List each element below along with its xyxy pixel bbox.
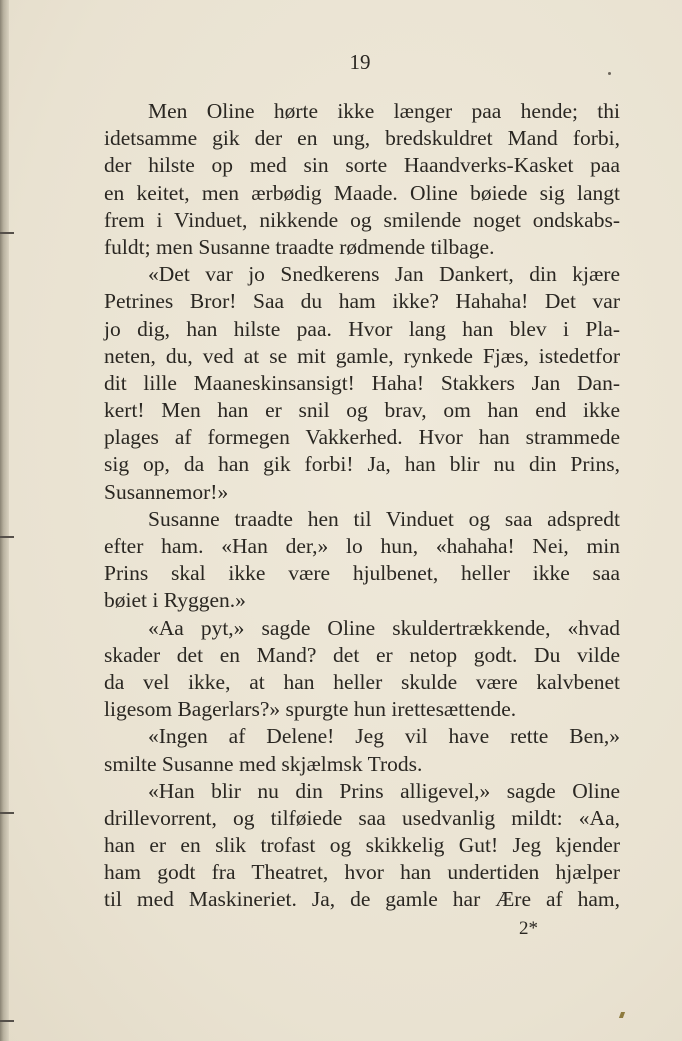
text-line: Prins skal ikke være hjulbenet, heller ikke saa: [104, 561, 620, 586]
text-line: jo dig, han hilste paa. Hvor lang han blev i Pla-: [104, 316, 620, 341]
signature-mark: 2*: [519, 918, 538, 939]
text-line: skader det en Mand? det er netop godt. Du vilde: [104, 642, 620, 667]
text-line: plages af formegen Vakkerhed. Hvor han strammede: [104, 425, 620, 450]
text-line: drillevorrent, og tilføiede saa usedvanlig mildt: «Aa,: [104, 805, 620, 830]
binding-edge: [0, 0, 9, 1041]
body-text: [104, 98, 620, 914]
text-line: «Det var jo Snedkerens Jan Dankert, din kjære: [148, 262, 620, 287]
text-line: han er en slik trofast og skikkelig Gut! Jeg kjender: [104, 833, 620, 858]
text-line: «Ingen af Delene! Jeg vil have rette Ben,»: [148, 724, 620, 749]
edge-mark: [0, 232, 14, 234]
text-line: en keitet, men ærbødig Maade. Oline bøiede sig langt: [104, 180, 620, 205]
text-line: idetsamme gik der en ung, bredskuldret Mand forbi,: [104, 126, 620, 151]
text-line: Susanne traadte hen til Vinduet og saa adspredt: [148, 506, 620, 531]
text-line: frem i Vinduet, nikkende og smilende noget ondskabs-: [104, 207, 620, 232]
text-line: «Aa pyt,» sagde Oline skuldertrækkende, «hvad: [148, 615, 620, 640]
ink-speck: [608, 72, 611, 75]
text-line: «Han blir nu din Prins alligevel,» sagde Oline: [148, 778, 620, 803]
text-line: ligesom Bagerlars?» spurgte hun irettesættende.: [104, 697, 517, 722]
edge-mark: [0, 1020, 14, 1022]
text-line: dit lille Maaneskinsansigt! Haha! Stakkers Jan Dan-: [104, 370, 620, 395]
text-line: Men Oline hørte ikke længer paa hende; thi: [148, 99, 620, 123]
text-line: bøiet i Ryggen.»: [104, 588, 246, 613]
edge-mark: [0, 812, 14, 814]
text-line: til med Maskineriet. Ja, de gamle har Ære af ham,: [104, 887, 620, 912]
text-line: da vel ikke, at han heller skulde være kalvbenet: [104, 669, 620, 694]
edge-mark: [0, 536, 14, 538]
text-line: sig op, da han gik forbi! Ja, han blir nu din Prins,: [104, 452, 620, 477]
text-line: kert! Men han er snil og brav, om han end ikke: [104, 398, 620, 423]
page-number: 19: [349, 50, 371, 74]
text-line: Petrines Bror! Saa du ham ikke? Hahaha! Det var: [104, 289, 620, 314]
text-line: smilte Susanne med skjælmsk Trods.: [104, 751, 423, 776]
text-line: ham godt fra Theatret, hvor han undertiden hjælper: [104, 860, 620, 885]
text-line: der hilste op med sin sorte Haandverks-Kasket paa: [104, 153, 620, 178]
ink-speck: [619, 1012, 625, 1018]
text-line: efter ham. «Han der,» lo hun, «hahaha! Nei, min: [104, 534, 620, 558]
text-line: fuldt; men Susanne traadte rødmende tilbage.: [104, 234, 495, 259]
text-line: Susannemor!»: [104, 479, 229, 504]
text-line: neten, du, ved at se mit gamle, rynkede Fjæs, istedetfor: [104, 343, 620, 368]
